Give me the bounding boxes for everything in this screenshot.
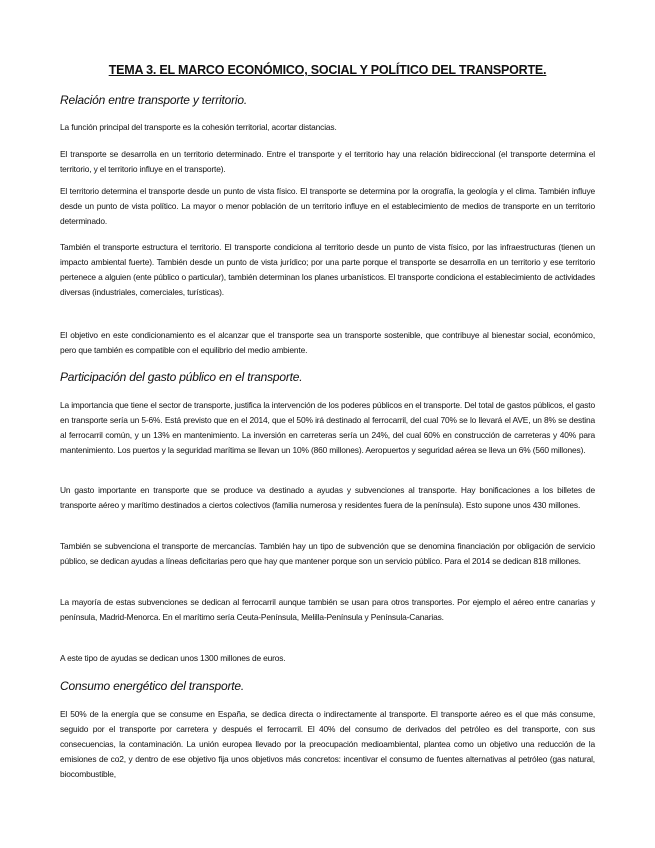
paragraph: El transporte se desarrolla en un territorio determinado. Entre el transporte y el territorio hay una relación bidireccional (el transporte determina el territorio, y el territorio influye en el transporte). <box>60 149 595 174</box>
paragraph: Un gasto importante en transporte que se produce va destinado a ayudas y subvenciones al transporte. Hay bonificaciones a los billetes de transporte aéreo y marítimo destinados a ciertos colectivos (familia numerosa y residentes fuera de la península). Esto supone unos 430 millones. <box>60 485 595 510</box>
paragraph: El objetivo en este condicionamiento es el alcanzar que el transporte sea un transporte sostenible, que contribuye al bienestar social, económico, pero que también es compatible con el equilibrio del medio ambiente. <box>60 330 595 355</box>
paragraph: El 50% de la energía que se consume en España, se dedica directa o indirectamente al transporte. El transporte aéreo es el que más consume, seguido por el transporte por carretera y después el ferrocarril. El 40% del consumo de derivados del petróleo es del transporte, con sus consecuencias, la contaminación. La unión europea llevado por la preocupación medioambiental, plantea como un objetivo una reducción de la emisiones de co2, y dentro de ese objetivo fija unos objetivos más concretos: incentivar el consumo de fuentes alternativas al petróleo (gas natural, biocombustible, <box>60 709 595 779</box>
paragraph: La importancia que tiene el sector de transporte, justifica la intervención de los poderes públicos en el transporte. Del total de gastos públicos, el gasto en transporte sería un 5-6%. Está previsto que en el 2014, que el 50% irá destinado al ferrocarril, del cual 70% se lo llevará el AVE, un 8% se destina al ferrocarril común, y un 13% en mantenimiento. La inversión en carreteras sería un 24%, del cual 60% en construcción de carreteras y 40% para mantenimiento. Los puertos y la seguridad marítima se llevan un 10% (860 millones). Aeropuertos y seguridad aérea se lleva un 6% (560 millones). <box>60 400 595 455</box>
paragraph: A este tipo de ayudas se dedican unos 1300 millones de euros. <box>60 653 286 663</box>
document-title: TEMA 3. EL MARCO ECONÓMICO, SOCIAL Y POLÍTICO DEL TRANSPORTE. <box>108 63 547 77</box>
paragraph: La función principal del transporte es la cohesión territorial, acortar distancias. <box>60 122 337 132</box>
section-heading: Consumo energético del transporte. <box>60 679 244 693</box>
paragraph: También el transporte estructura el territorio. El transporte condiciona al territorio desde un punto de vista físico, por las infraestructuras (tienen un impacto ambiental fuerte). También desde un punto de vista jurídico; por una parte porque el transporte se desarrolla en un territorio y ese territorio pertenece a alguien (ente público o particular), también determinan los planes urbanísticos. El transporte condiciona el establecimiento de actividades diversas (industriales, comerciales, turísticas). <box>60 242 595 297</box>
paragraph: La mayoría de estas subvenciones se dedican al ferrocarril aunque también se usan para otros transportes. Por ejemplo el aéreo entre canarias y península, Madrid-Menorca. En el marítimo sería Ceuta-Península, Melilla-Península y Península-Canarias. <box>60 597 595 622</box>
paragraph: El territorio determina el transporte desde un punto de vista físico. El transporte se determina por la orografía, la geología y el clima. También influye desde un punto de vista político. La mayor o menor población de un territorio influye en el establecimiento de medios de transporte en un territorio determinado. <box>60 186 595 226</box>
section-heading: Participación del gasto público en el transporte. <box>60 370 303 384</box>
paragraph: También se subvenciona el transporte de mercancías. También hay un tipo de subvención que se denomina financiación por obligación de servicio público, se dedican ayudas a líneas deficitarias pero que hay que mantener porque son un servicio público. Para el 2014 se dedican 818 millones. <box>60 541 595 566</box>
section-heading: Relación entre transporte y territorio. <box>60 93 247 107</box>
